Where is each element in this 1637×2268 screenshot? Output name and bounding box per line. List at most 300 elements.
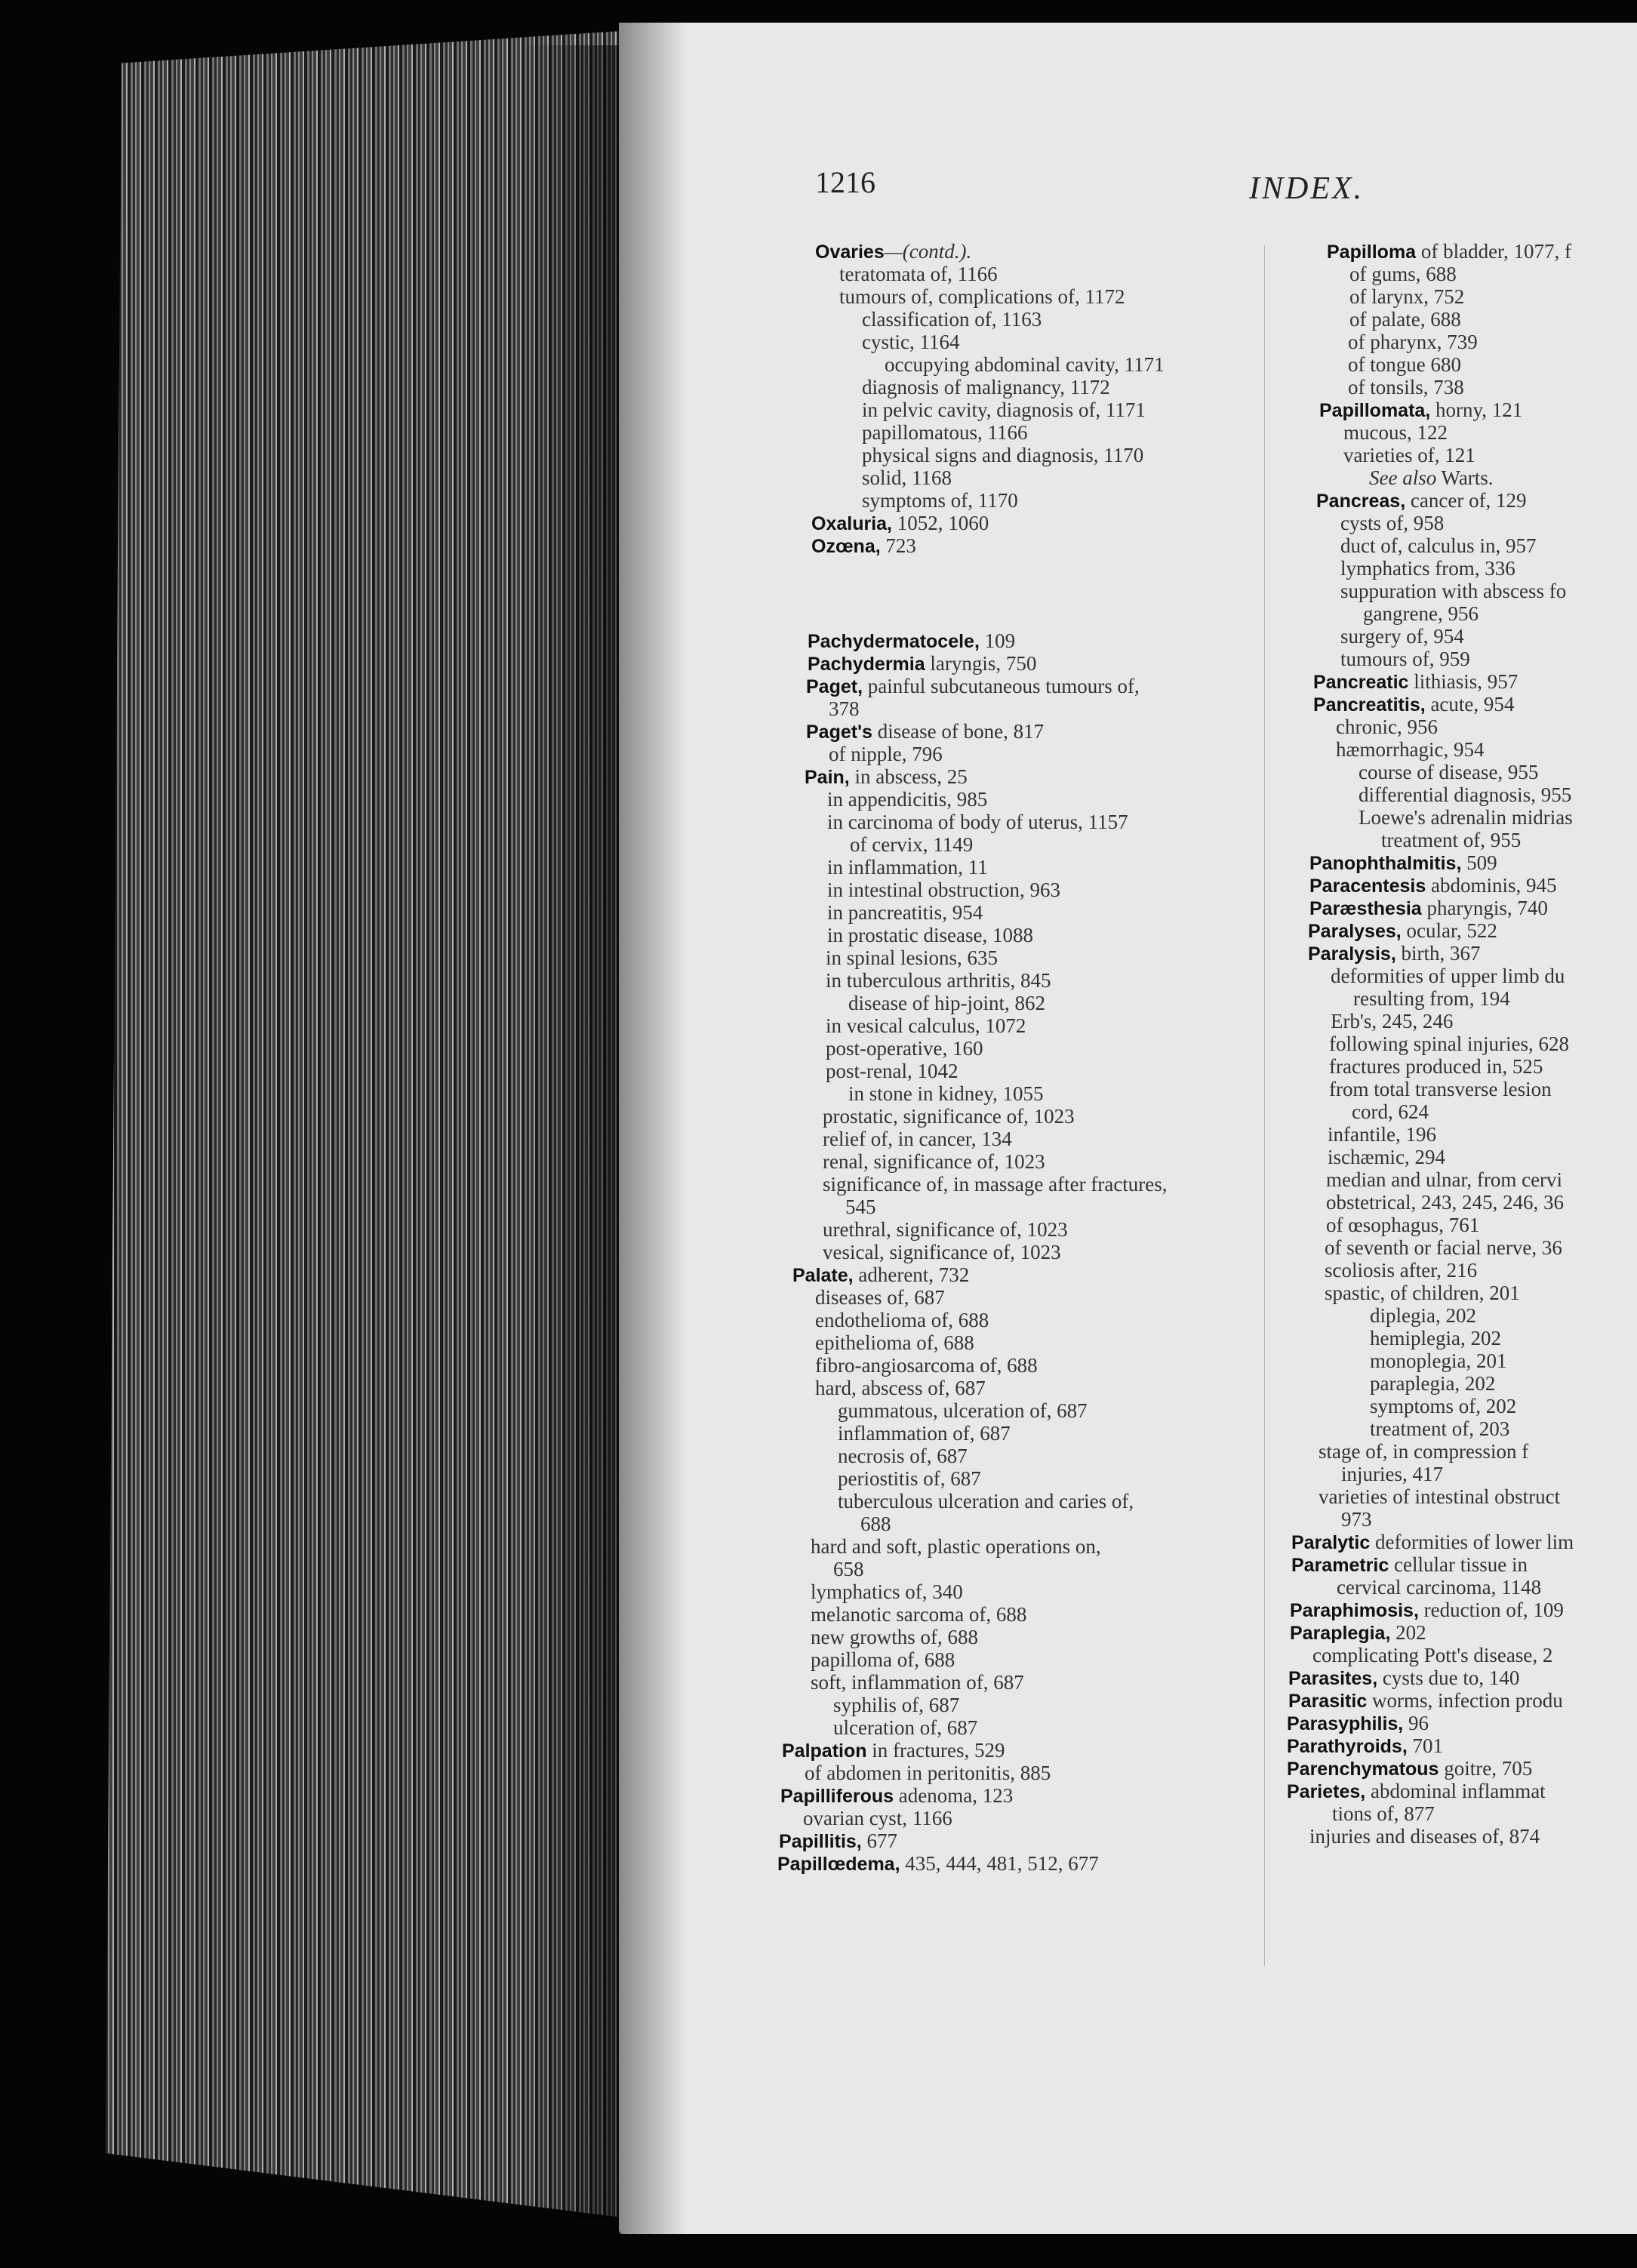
left-index-entry [815,1309,989,1331]
index-locator: 688 [860,1513,891,1535]
left-index-entry [862,331,959,353]
right-index-entry [1331,1010,1453,1032]
left-index-entry [838,1445,968,1467]
right-index-entry [1308,919,1497,943]
index-headword: Palpation [782,1740,867,1762]
index-headword: Papilliferous [780,1786,894,1807]
right-index-entry [1308,942,1481,965]
index-locator: 658 [833,1558,864,1580]
index-locator: papilloma of, 688 [811,1648,955,1671]
index-locator: in spinal lesions, 635 [826,946,998,969]
index-headword: Parenchymatous [1287,1759,1439,1780]
index-locator: necrosis of, 687 [838,1445,968,1467]
index-locator: acute, 954 [1425,693,1515,715]
left-index-entry [829,697,860,720]
index-locator: ovarian cyst, 1166 [803,1807,952,1829]
index-locator: suppuration with abscess fo [1340,580,1567,602]
index-locator: of abdomen in peritonitis, 885 [805,1762,1051,1784]
index-locator: gummatous, ulceration of, 687 [838,1399,1088,1422]
index-locator: cellular tissue in [1389,1553,1528,1576]
index-locator: median and ulnar, from cervi [1326,1168,1563,1191]
left-index-entry [777,1852,1099,1876]
index-headword: Papillitis, [779,1831,862,1852]
right-index-entry [1336,738,1484,761]
right-index-entry [1309,851,1497,875]
index-locator: 545 [845,1196,876,1218]
right-index-entry [1309,1825,1540,1848]
index-locator: of pharynx, 739 [1348,331,1478,353]
index-headword: Ozœna, [811,536,881,557]
index-locator: Warts. [1436,466,1494,489]
index-headword: Paracentesis [1309,876,1426,897]
index-locator: classification of, 1163 [862,308,1042,331]
left-index-entry [815,1377,986,1399]
left-index-entry [823,1241,1061,1263]
index-locator: physical signs and diagnosis, 1170 [862,444,1144,466]
left-index-entry [823,1218,1068,1241]
right-index-entry [1353,987,1510,1010]
right-index-entry [1287,1734,1443,1758]
left-index-entry [885,353,1165,376]
right-index-entry [1340,557,1515,580]
right-index-entry [1370,1349,1506,1372]
index-locator: in abscess, 25 [849,765,968,788]
index-locator: of nipple, 796 [829,743,943,765]
index-headword: Parametric [1291,1555,1389,1576]
page-title: INDEX. [1249,171,1365,206]
index-locator: of gums, 688 [1349,263,1457,285]
index-headword: Paraplegia, [1290,1623,1391,1644]
right-index-entry [1326,1168,1562,1191]
left-index-entry [780,1784,1013,1808]
right-index-entry [1309,897,1548,920]
index-locator: stage of, in compression f [1319,1440,1529,1463]
index-locator: diseases of, 687 [815,1286,945,1309]
index-headword: Parasyphilis, [1287,1713,1404,1734]
index-locator: relief of, in cancer, 134 [823,1128,1012,1150]
right-index-entry [1328,1123,1436,1146]
left-index-entry [860,1513,891,1535]
index-locator: lymphatics of, 340 [811,1580,963,1603]
right-index-entry [1290,1621,1426,1645]
index-locator: 973 [1341,1508,1372,1531]
right-index-entry [1340,534,1536,557]
index-locator: hemiplegia, 202 [1370,1327,1501,1349]
right-index-entry [1331,965,1565,987]
index-locator: hæmorrhagic, 954 [1336,738,1485,761]
index-locator: injuries, 417 [1341,1463,1443,1485]
left-index-entry [862,399,1146,421]
right-index-entry [1349,308,1461,331]
right-index-entry [1348,353,1461,376]
right-index-entry [1370,1304,1476,1327]
right-index-entry [1313,670,1518,694]
index-locator: in intestinal obstruction, 963 [827,879,1060,901]
left-index-entry [811,1580,963,1603]
left-index-entry [815,1331,974,1354]
index-locator: course of disease, 955 [1359,761,1539,783]
right-index-entry [1312,1644,1552,1666]
index-locator: surgery of, 954 [1340,625,1464,648]
left-index-entry [827,856,988,879]
index-headword: Oxaluria, [811,513,892,534]
index-locator: syphilis of, 687 [833,1694,960,1716]
right-index-entry [1328,1146,1445,1168]
left-index-entry [806,720,1044,743]
index-locator: goitre, 705 [1439,1757,1533,1780]
right-index-entry [1363,602,1479,625]
index-locator: symptoms of, 1170 [862,489,1018,512]
index-locator: abdominis, 945 [1426,874,1557,897]
right-index-entry [1359,783,1571,806]
index-locator: fractures produced in, 525 [1329,1055,1543,1078]
index-locator: 677 [861,1829,898,1852]
left-index-entry [811,534,916,558]
right-index-entry [1340,512,1444,534]
left-index-entry [815,1354,1038,1377]
right-index-entry [1329,1055,1543,1078]
index-locator: symptoms of, 202 [1370,1395,1517,1417]
index-locator: infantile, 196 [1328,1123,1436,1146]
index-locator: in stone in kidney, 1055 [848,1082,1044,1105]
left-index-entry [782,1739,1005,1762]
index-locator: cancer of, 129 [1405,489,1527,512]
left-index-entry [833,1694,959,1716]
left-index-entry [806,675,1140,698]
right-index-entry [1340,625,1464,648]
right-index-entry [1349,285,1464,308]
left-index-entry [827,924,1033,946]
index-locator: scoliosis after, 216 [1325,1259,1478,1282]
index-locator: treatment of, 955 [1381,829,1522,851]
right-index-entry [1370,1372,1495,1395]
left-index-entry [838,1399,1088,1422]
index-locator: in pancreatitis, 954 [827,901,983,924]
index-headword: Pain, [805,767,850,788]
index-headword: Pachydermia [808,654,925,675]
left-index-entry [826,1037,983,1060]
right-index-entry [1352,1100,1429,1123]
right-index-entry [1287,1757,1532,1780]
right-index-entry [1326,1191,1564,1214]
index-locator: hard and soft, plastic operations on, [811,1535,1101,1558]
index-locator: new growths of, 688 [811,1626,978,1648]
index-locator: chronic, 956 [1336,715,1438,738]
left-index-entry [838,1490,1134,1513]
right-index-entry [1325,1236,1562,1259]
italic-reference: —(contd.). [884,240,972,263]
left-index-entry [815,1286,945,1309]
index-locator: inflammation of, 687 [838,1422,1011,1445]
index-locator: ocular, 522 [1401,919,1497,942]
index-locator: endothelioma of, 688 [815,1309,989,1331]
index-locator: soft, inflammation of, 687 [811,1671,1024,1694]
right-index-entry [1349,263,1457,285]
index-locator: gangrene, 956 [1363,602,1479,625]
index-headword: Paralytic [1291,1532,1371,1553]
index-locator: treatment of, 203 [1370,1417,1510,1440]
index-locator: worms, infection produ [1367,1689,1563,1712]
index-locator: varieties of, 121 [1343,444,1475,466]
index-locator: of seventh or facial nerve, 36 [1325,1236,1562,1259]
index-locator: birth, 367 [1395,942,1481,965]
right-index-entry [1313,693,1514,716]
index-locator: complicating Pott's disease, 2 [1312,1644,1553,1666]
index-headword: Pancreatitis, [1313,694,1426,715]
index-locator: solid, 1168 [862,466,952,489]
index-locator: urethral, significance of, 1023 [823,1218,1068,1241]
index-locator: of œsophagus, 761 [1326,1214,1480,1236]
left-index-entry [805,765,968,789]
index-locator: Loewe's adrenalin midrias [1359,806,1573,829]
index-locator: 723 [880,534,916,557]
index-headword: Parasites, [1288,1668,1378,1689]
index-locator: 509 [1461,851,1497,874]
index-locator: in tuberculous arthritis, 845 [826,969,1051,992]
right-index-entry [1381,829,1521,851]
index-locator: cysts of, 958 [1340,512,1445,534]
right-index-entry [1287,1780,1546,1803]
right-index-entry [1319,1485,1560,1508]
left-index-entry [862,489,1018,512]
right-index-entry [1341,1463,1443,1485]
left-index-entry [829,743,943,765]
index-locator: 96 [1403,1712,1429,1734]
index-locator: tumours of, complications of, 1172 [839,285,1125,308]
index-headword: Paræsthesia [1309,898,1422,919]
italic-reference: See also [1369,466,1437,489]
index-headword: Paget's [806,722,872,743]
index-headword: Pachydermatocele, [808,631,980,652]
index-locator: in appendicitis, 985 [827,788,988,811]
index-locator: cystic, 1164 [862,331,960,353]
index-locator: significance of, in massage after fractures, [823,1173,1168,1196]
left-index-entry [839,285,1125,308]
index-locator: diagnosis of malignancy, 1172 [862,376,1110,399]
left-index-entry [826,1060,958,1082]
index-locator: disease of bone, 817 [872,720,1045,743]
index-locator: teratomata of, 1166 [839,263,998,285]
right-index-entry [1319,1440,1528,1463]
index-headword: Ovaries [815,242,885,263]
index-headword: Papillomata, [1319,400,1431,421]
index-locator: in inflammation, 11 [827,856,988,879]
index-locator: monoplegia, 201 [1370,1349,1507,1372]
index-locator: in pelvic cavity, diagnosis of, 1171 [862,399,1146,421]
index-locator: obstetrical, 243, 245, 246, 36 [1326,1191,1564,1214]
index-locator: cord, 624 [1352,1100,1429,1123]
right-index-entry [1340,580,1566,602]
index-locator: abdominal inflammat [1365,1780,1546,1802]
index-headword: Palate, [792,1265,854,1286]
left-index-entry [848,1082,1043,1105]
left-index-entry [827,811,1128,833]
index-locator: Erb's, 245, 246 [1331,1010,1454,1032]
index-locator: duct of, calculus in, 957 [1340,534,1537,557]
left-index-entry [811,1648,955,1671]
right-index-entry [1329,1078,1552,1100]
index-headword: Papilloma [1327,242,1417,263]
left-index-entry [823,1128,1012,1150]
index-locator: following spinal injuries, 628 [1329,1032,1569,1055]
index-locator: horny, 121 [1430,399,1523,421]
left-index-entry [862,308,1042,331]
index-locator: hard, abscess of, 687 [815,1377,986,1399]
left-index-entry [811,512,989,535]
left-index-entry [826,969,1051,992]
index-locator: of palate, 688 [1349,308,1461,331]
index-locator: tions of, 877 [1332,1802,1435,1825]
right-index-entry [1327,240,1571,263]
index-locator: mucous, 122 [1343,421,1448,444]
left-index-entry [779,1829,897,1853]
right-index-entry [1288,1689,1563,1713]
index-locator: of cervix, 1149 [850,833,974,856]
right-index-entry [1359,806,1573,829]
index-locator: of bladder, 1077, f [1416,240,1571,263]
index-locator: deformities of upper limb du [1331,965,1565,987]
index-locator: periostitis of, 687 [838,1467,981,1490]
index-locator: deformities of lower lim [1370,1531,1574,1553]
left-index-entry [862,444,1143,466]
left-index-entry [862,376,1110,399]
right-index-entry [1332,1802,1435,1825]
left-index-entry [811,1626,978,1648]
left-index-entry [827,901,983,924]
index-locator: resulting from, 194 [1353,987,1510,1010]
right-index-entry [1288,1666,1519,1690]
right-index-entry [1325,1259,1477,1282]
index-headword: Paget, [806,676,863,697]
index-locator: laryngis, 750 [925,652,1037,675]
index-locator: painful subcutaneous tumours of, [863,675,1140,697]
left-index-entry [833,1716,977,1739]
right-index-entry [1291,1531,1574,1554]
index-locator: in fractures, 529 [866,1739,1005,1762]
index-locator: papillomatous, 1166 [862,421,1028,444]
right-index-entry [1343,421,1448,444]
index-locator: disease of hip-joint, 862 [848,992,1045,1014]
index-locator: from total transverse lesion [1329,1078,1552,1100]
right-index-entry [1370,1395,1516,1417]
left-index-entry [811,1535,1101,1558]
left-index-entry [845,1196,876,1218]
index-locator: paraplegia, 202 [1370,1372,1496,1395]
right-index-entry [1340,648,1470,670]
index-locator: in vesical calculus, 1072 [826,1014,1026,1037]
left-index-entry [792,1263,969,1287]
left-index-entry [805,1762,1051,1784]
index-locator: spastic, of children, 201 [1325,1282,1520,1304]
index-locator: 202 [1390,1621,1426,1644]
left-index-entry [827,879,1060,901]
left-index-entry [826,946,998,969]
index-locator: lymphatics from, 336 [1340,557,1515,580]
index-locator: of larynx, 752 [1349,285,1465,308]
right-index-entry [1325,1282,1520,1304]
left-index-entry [811,1671,1024,1694]
right-index-entry [1291,1553,1528,1577]
left-index-entry [862,466,952,489]
index-locator: 109 [979,629,1016,652]
left-index-entry [823,1150,1045,1173]
index-headword: Papillœdema, [777,1854,900,1875]
index-headword: Paralysis, [1308,943,1396,965]
index-headword: Parasitic [1288,1691,1368,1712]
index-locator: renal, significance of, 1023 [823,1150,1045,1173]
index-locator: 1052, 1060 [892,512,989,534]
left-index-entry [848,992,1045,1014]
right-index-entry [1309,874,1557,897]
page-number: 1216 [815,165,875,199]
index-headword: Parathyroids, [1287,1736,1408,1757]
index-locator: in prostatic disease, 1088 [827,924,1033,946]
index-locator: pharyngis, 740 [1421,897,1548,919]
right-index-entry [1326,1214,1479,1236]
right-index-entry [1348,331,1478,353]
index-locator: tumours of, 959 [1340,648,1470,670]
index-headword: Panophthalmitis, [1309,853,1462,874]
index-locator: reduction of, 109 [1418,1599,1564,1621]
right-index-entry [1359,761,1538,783]
index-locator: varieties of intestinal obstruct [1319,1485,1561,1508]
index-locator: epithelioma of, 688 [815,1331,974,1354]
left-index-entry [839,263,998,285]
right-index-entry [1290,1599,1564,1622]
index-locator: adenoma, 123 [894,1784,1014,1807]
index-locator: vesical, significance of, 1023 [823,1241,1061,1263]
index-locator: diplegia, 202 [1370,1304,1476,1327]
left-index-entry [811,1603,1026,1626]
index-locator: 701 [1407,1734,1444,1757]
right-index-entry [1319,399,1522,422]
index-locator: cysts due to, 140 [1377,1666,1520,1689]
left-index-entry [850,833,973,856]
index-headword: Pancreas, [1316,491,1406,512]
left-index-entry [815,240,971,263]
right-index-entry [1316,489,1527,512]
right-index-entry [1369,466,1494,489]
index-locator: of tongue 680 [1348,353,1461,376]
index-locator: 435, 444, 481, 512, 677 [900,1852,1099,1875]
right-index-entry [1370,1327,1501,1349]
right-index-entry [1343,444,1475,466]
index-locator: post-operative, 160 [826,1037,983,1060]
left-index-entry [808,629,1015,653]
left-index-entry [862,421,1027,444]
index-locator: 378 [829,697,860,720]
right-index-entry [1370,1417,1509,1440]
index-headword: Paraphimosis, [1290,1600,1419,1621]
index-locator: fibro-angiosarcoma of, 688 [815,1354,1038,1377]
column-divider [1264,245,1265,1966]
left-index-entry [826,1014,1026,1037]
index-locator: adherent, 732 [853,1263,970,1286]
right-index-entry [1329,1032,1569,1055]
left-index-entry [838,1422,1011,1445]
index-locator: differential diagnosis, 955 [1359,783,1572,806]
index-locator: tuberculous ulceration and caries of, [838,1490,1134,1513]
index-locator: cervical carcinoma, 1148 [1337,1576,1542,1599]
index-locator: injuries and diseases of, 874 [1309,1825,1540,1848]
index-locator: melanotic sarcoma of, 688 [811,1603,1027,1626]
left-index-entry [838,1467,981,1490]
right-index-entry [1336,715,1438,738]
index-locator: ischæmic, 294 [1328,1146,1445,1168]
index-locator: lithiasis, 957 [1408,670,1519,693]
right-index-entry [1337,1576,1541,1599]
left-index-entry [823,1173,1168,1196]
